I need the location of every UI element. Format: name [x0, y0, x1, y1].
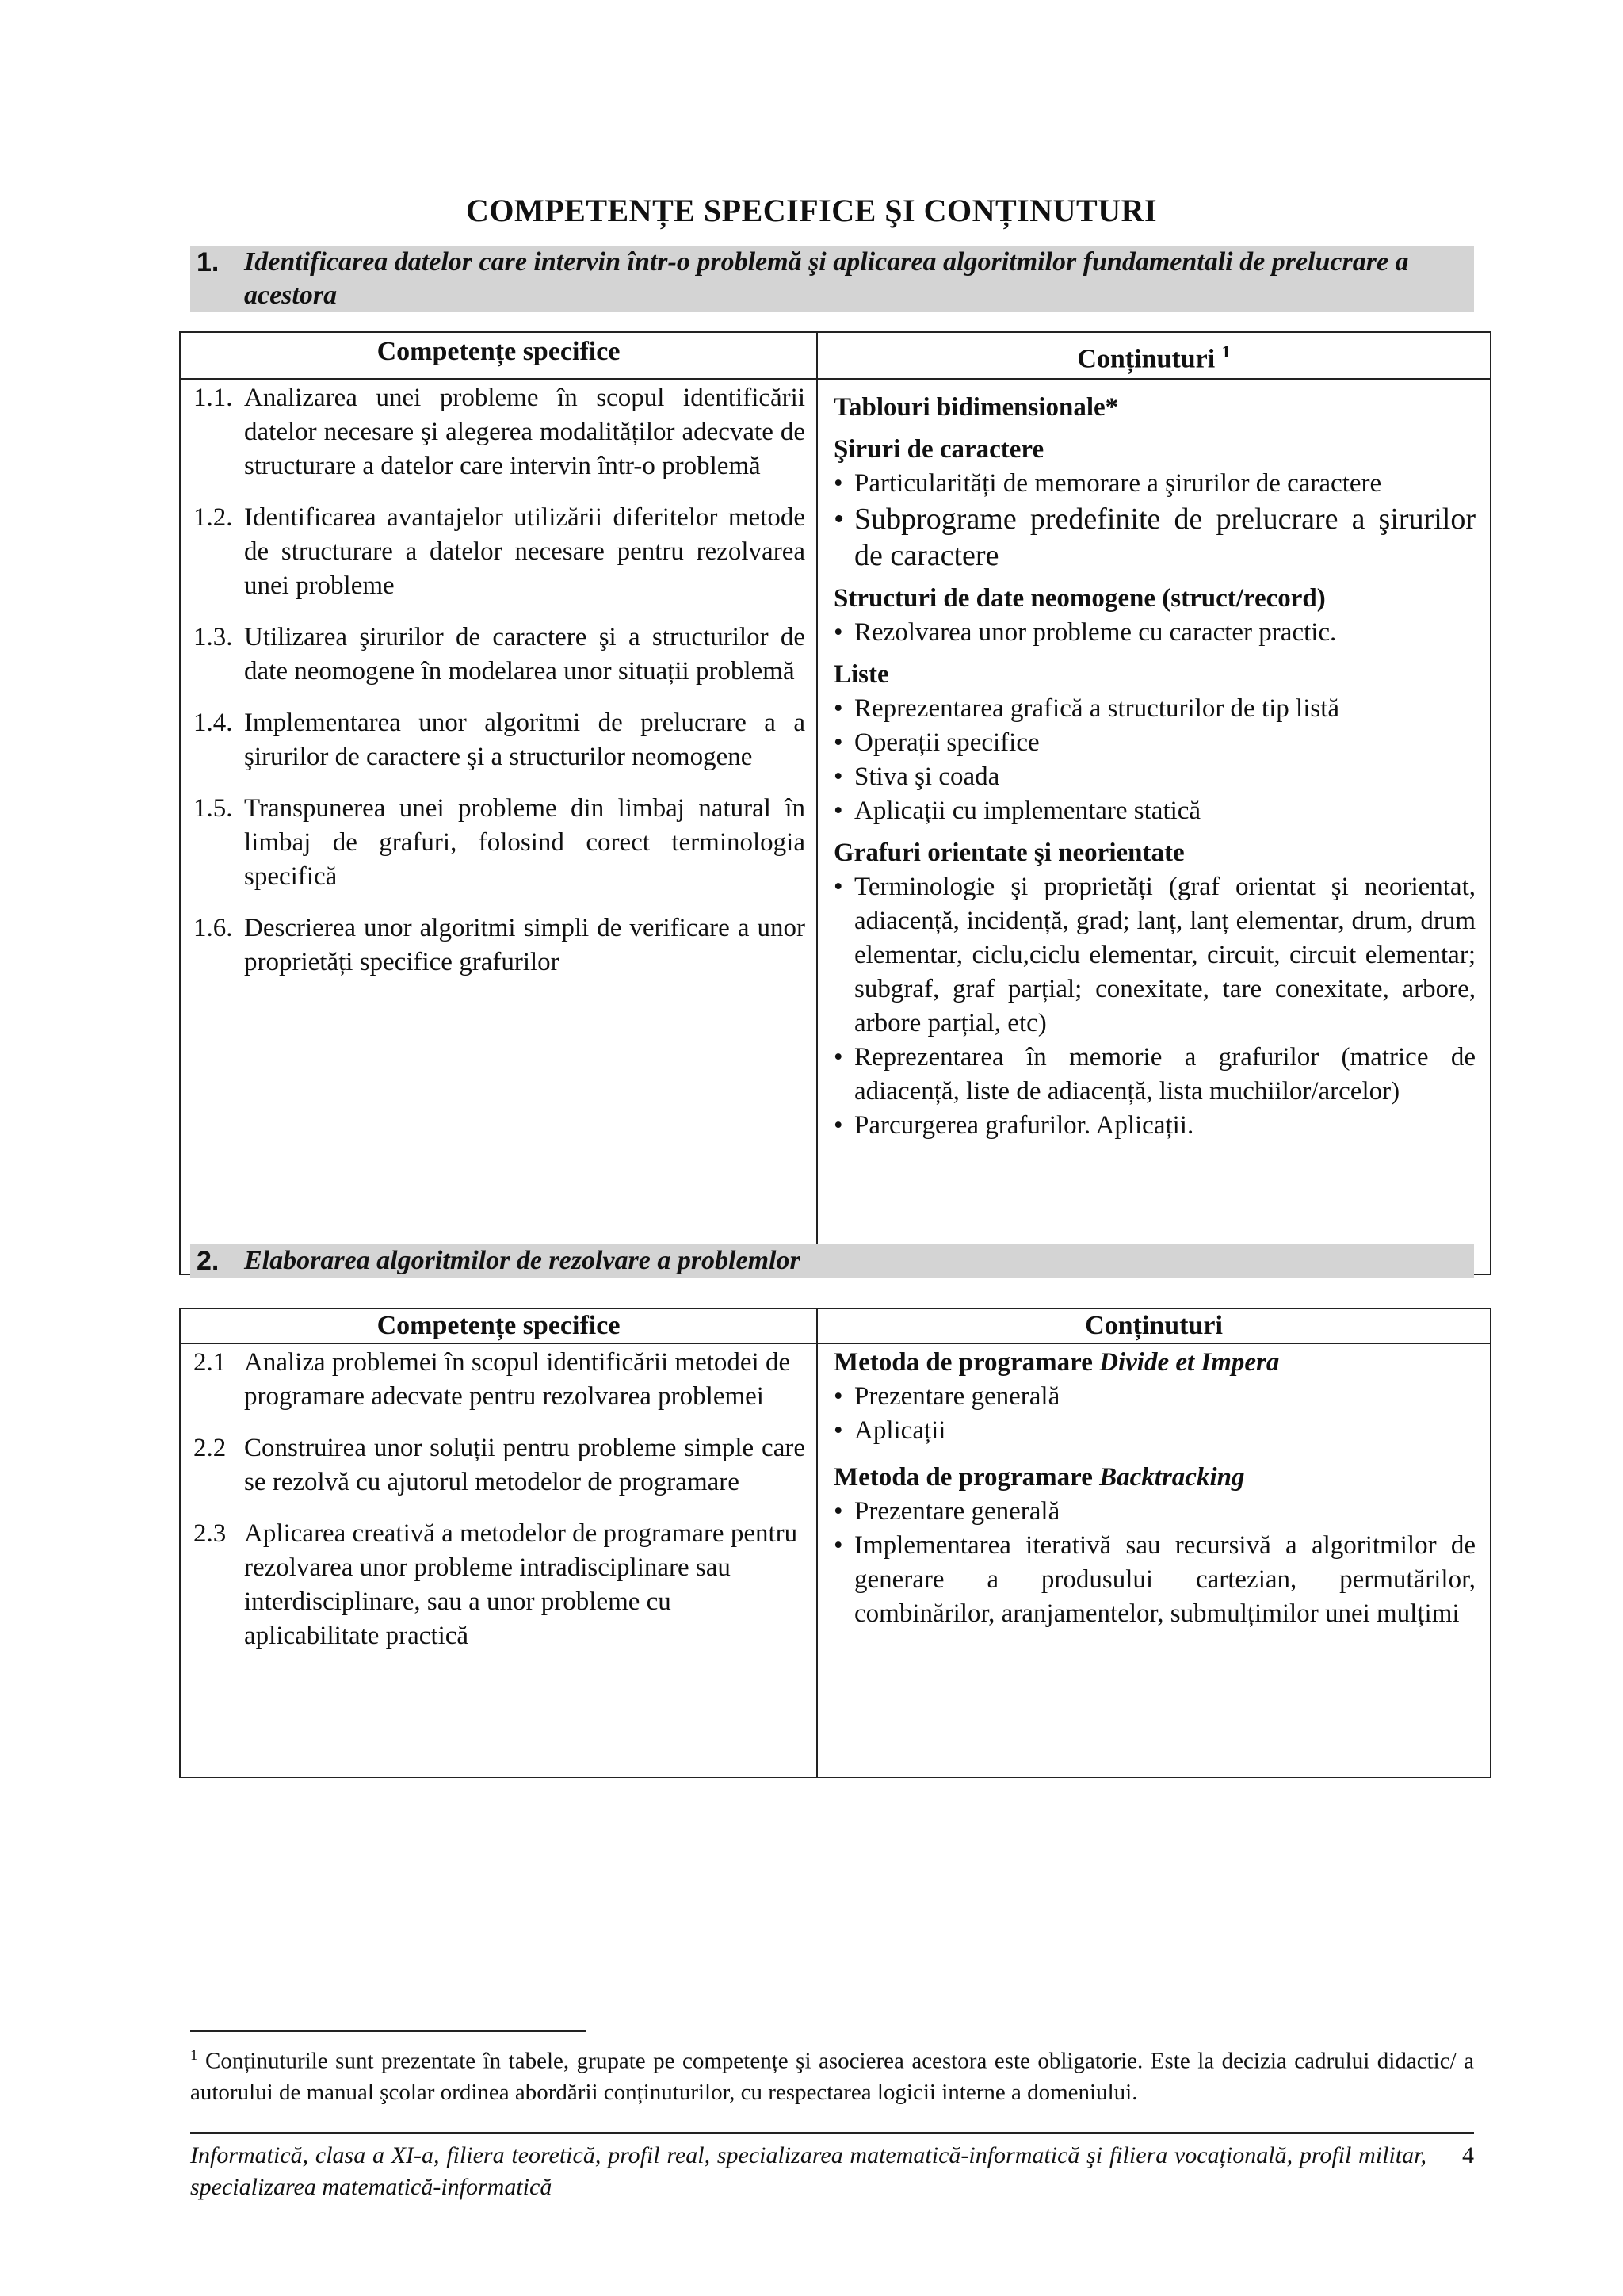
bullet-icon: • [834, 502, 845, 537]
footer-divider [190, 2132, 1474, 2134]
competence-item [193, 911, 805, 980]
competence-text: Construirea unor soluții pentru probleme simple care se rezolvă cu ajutorul metodelor de programare [244, 1434, 805, 1496]
column-header-contents [817, 332, 1491, 379]
content-bullet [834, 692, 1476, 726]
bullet-icon: • [834, 1382, 843, 1411]
content-heading-text: Tablouri bidimensionale* [834, 393, 1119, 422]
method-name: Divide et Impera [1099, 1348, 1280, 1377]
method-prefix: Metoda de programare [834, 1463, 1093, 1492]
footnote-divider [190, 2030, 586, 2032]
content-bullet-text: Prezentare generală [854, 1382, 1060, 1411]
competence-text: Transpunerea unei probleme din limbaj natural în limbaj de grafuri, folosind corect terminologia specifică [244, 794, 805, 892]
content-bullet [834, 467, 1476, 501]
content-bullet-text: Aplicații cu implementare statică [854, 797, 1201, 826]
section-2-table [179, 1308, 1491, 1778]
competence-item [193, 381, 805, 483]
content-heading-tablouri [834, 391, 1476, 425]
competence-text: Utilizarea şirurilor de caractere şi a structurilor de date neomogene în modelarea unor situații problemă [244, 623, 805, 686]
bullet-icon: • [834, 797, 843, 826]
section-2-number: 2. [197, 1246, 220, 1276]
competence-text: Identificarea avantajelor utilizării diferitelor metode de structurare a datelor necesare pentru rezolvarea unei probleme [244, 503, 805, 601]
section-1-competences-cell [180, 379, 817, 1274]
competence-item [193, 501, 805, 603]
section-1-number: 1. [197, 247, 220, 277]
section-1-body-row [180, 379, 1491, 1274]
column-header-contents: Conținuturi [817, 1308, 1491, 1343]
section-1-table [179, 331, 1491, 1275]
content-bullet [834, 1041, 1476, 1109]
section-2-competences-cell [180, 1343, 817, 1778]
content-bullet [834, 616, 1476, 650]
competence-number: 1.5. [193, 794, 233, 823]
content-heading-backtracking [834, 1461, 1476, 1495]
bullet-icon: • [834, 762, 843, 792]
content-bullet-text: Particularități de memorare a şirurilor de caractere [854, 469, 1382, 499]
competence-number: 1.3. [193, 623, 233, 652]
competence-item [193, 706, 805, 774]
content-bullet [834, 726, 1476, 760]
competence-number: 1.4. [193, 709, 233, 738]
content-bullet-text: Terminologie şi proprietăți (graf orientat şi neorientat, adiacență, incidență, grad; lanț, lanț elementar, drum, drum elementar, ciclu,ciclu elementar, circuit, circuit elementar; subgraf, graf parțial; conexitate, tare conexitate, arbore, arbore parțial, etc) [854, 873, 1476, 1038]
bullet-icon: • [834, 1531, 843, 1560]
competence-item [193, 792, 805, 894]
content-bullet [834, 1380, 1476, 1414]
section-2-header-row [180, 1308, 1491, 1343]
footnote-mark: 1 [190, 2047, 198, 2064]
competence-number: 1.6. [193, 914, 233, 943]
section-1-heading-text: Identificarea datelor care intervin într-o problemă şi aplicarea algoritmilor fundamentali de prelucrare a acestora [244, 247, 1409, 310]
content-bullet-text: Subprograme predefinite de prelucrare a şirurilor de caractere [854, 502, 1476, 573]
content-heading-liste: Liste [834, 660, 889, 690]
content-bullet-text: Reprezentarea în memorie a grafurilor (matrice de adiacență, liste de adiacență, lista muchiilor/arcelor) [854, 1043, 1476, 1106]
bullet-icon: • [834, 694, 843, 724]
column-header-contents-label: Conținuturi [1077, 344, 1216, 374]
content-bullet [834, 1109, 1476, 1143]
content-heading-divide [834, 1346, 1476, 1380]
bullet-icon: • [834, 1416, 843, 1445]
competence-item [193, 1431, 805, 1499]
content-heading-struct: Structuri de date neomogene (struct/record) [834, 584, 1326, 613]
competence-text: Implementarea unor algoritmi de prelucrare a a şirurilor de caractere şi a structurilor neomogene [244, 709, 805, 772]
method-name: Backtracking [1099, 1463, 1245, 1492]
page-title: COMPETENȚE SPECIFICE ŞI CONȚINUTURI [465, 193, 1158, 228]
section-2-heading-text: Elaborarea algoritmilor de rezolvare a problemlor [244, 1246, 800, 1275]
method-prefix: Metoda de programare [834, 1348, 1093, 1377]
content-bullet-text: Operații specifice [854, 728, 1040, 758]
competence-text: Aplicarea creativă a metodelor de programare pentru rezolvarea unor probleme intradisciplinare sau interdisciplinare, sau a unor probleme cu aplicabilitate practică [244, 1519, 798, 1650]
section-1-header-row [180, 332, 1491, 379]
competence-item [193, 621, 805, 689]
content-bullet-text: Aplicații [854, 1416, 946, 1445]
section-2-contents-cell [817, 1343, 1491, 1778]
bullet-icon: • [834, 618, 843, 648]
section-2-heading [190, 1244, 1474, 1278]
content-bullet [834, 1414, 1476, 1448]
bullet-icon: • [834, 469, 843, 499]
section-1-heading [190, 246, 1474, 312]
content-heading-grafuri: Grafuri orientate şi neorientate [834, 839, 1185, 868]
page-footer [190, 2140, 1474, 2203]
content-bullet-text: Parcurgerea grafurilor. Aplicații. [854, 1111, 1194, 1140]
content-bullet-text: Rezolvarea unor probleme cu caracter practic. [854, 618, 1337, 648]
column-header-competences: Competențe specifice [180, 332, 817, 379]
competence-item [193, 1346, 805, 1414]
footnote-text: Conținuturile sunt prezentate în tabele, grupate pe competențe şi asocierea acestora este obligatorie. Este la decizia cadrului didactic/ a autorului de manual şcolar ordinea abordării conținuturilor, cu respectarea logicii interne a domeniului. [190, 2048, 1474, 2105]
footer-text: Informatică, clasa a XI-a, filiera teoretică, profil real, specializarea matematică-informatică şi filiera vocațională, profil militar, specializarea matematică-informatică [190, 2142, 1426, 2200]
bullet-icon: • [834, 728, 843, 758]
competence-number: 1.1. [193, 384, 233, 413]
competence-text: Analizarea unei probleme în scopul identificării datelor necesare şi alegerea modalităților adecvate de structurare a datelor care intervin într-o problemă [244, 384, 805, 481]
content-bullet-text: Implementarea iterativă sau recursivă a algoritmilor de generare a produsului cartezian, permutărilor, combinărilor, aranjamentelor, submulțimilor unei mulțimi [854, 1531, 1476, 1628]
competence-number: 2.3 [193, 1519, 227, 1548]
content-bullet [834, 1495, 1476, 1529]
competence-text: Analiza problemei în scopul identificării metodei de programare adecvate pentru rezolvarea problemei [244, 1348, 791, 1411]
competence-text: Descrierea unor algoritmi simpli de verificare a unor proprietăți specifice grafurilor [244, 914, 805, 977]
section-2-body-row [180, 1343, 1491, 1778]
competence-number: 2.1 [193, 1348, 227, 1377]
competence-number: 2.2 [193, 1434, 227, 1462]
section-1-contents-cell [817, 379, 1491, 1274]
page-number: 4 [1462, 2142, 1474, 2168]
column-header-competences: Competențe specifice [180, 1308, 817, 1343]
content-bullet [834, 794, 1476, 828]
content-bullet [834, 1529, 1476, 1631]
bullet-icon: • [834, 1111, 843, 1140]
content-bullet [834, 501, 1476, 574]
bullet-icon: • [834, 1043, 843, 1072]
bullet-icon: • [834, 873, 843, 902]
content-heading-siruri: Şiruri de caractere [834, 435, 1044, 464]
content-bullet-text: Stiva şi coada [854, 762, 1000, 792]
competence-item [193, 1517, 805, 1653]
content-bullet [834, 870, 1476, 1041]
footnote [190, 2040, 1474, 2108]
competence-number: 1.2. [193, 503, 233, 533]
footnote-ref: 1 [1221, 342, 1231, 361]
content-bullet-text: Reprezentarea grafică a structurilor de tip listă [854, 694, 1340, 724]
content-bullet [834, 760, 1476, 794]
content-bullet-text: Prezentare generală [854, 1497, 1060, 1526]
bullet-icon: • [834, 1497, 843, 1526]
